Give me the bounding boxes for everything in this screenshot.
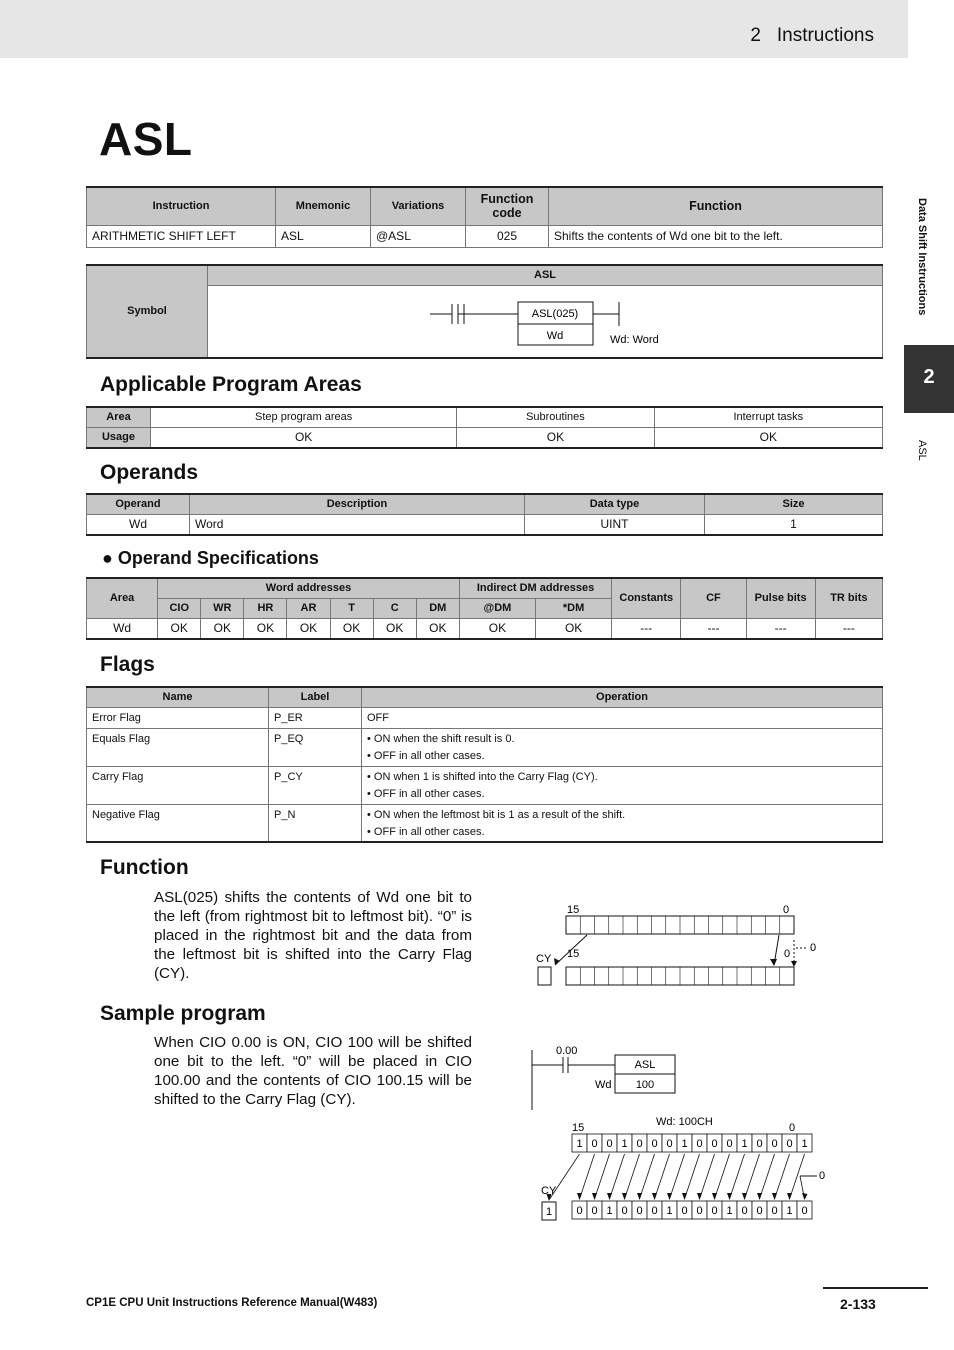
before-bit: 0 bbox=[666, 1138, 673, 1150]
shift-arrow bbox=[745, 1154, 760, 1199]
section-sample-program: Sample program bbox=[100, 1002, 266, 1025]
shift-arrow bbox=[640, 1154, 655, 1199]
shift-arrowhead bbox=[592, 1193, 597, 1200]
shift-arrowhead bbox=[607, 1193, 612, 1200]
symbol-box-name: ASL(025) bbox=[531, 307, 579, 320]
operands-table: Operand Description Data type Size Wd Word UINT 1 bbox=[86, 493, 883, 536]
before-bit: 0 bbox=[696, 1138, 703, 1150]
flag-row: Equals Flag P_EQ • ON when the shift result is 0. • OFF in all other cases. bbox=[87, 728, 883, 766]
sd-instr: ASL bbox=[634, 1059, 656, 1071]
after-bit: 0 bbox=[771, 1205, 778, 1217]
symbol-note: Wd: Word bbox=[610, 333, 659, 346]
shift-arrowhead bbox=[787, 1193, 792, 1200]
before-bit: 1 bbox=[801, 1138, 808, 1150]
after-bit: 0 bbox=[651, 1205, 658, 1217]
sd-bit-lo: 0 bbox=[789, 1122, 796, 1134]
shift-arrowhead bbox=[727, 1193, 732, 1200]
fd-zero: 0 bbox=[810, 942, 817, 954]
section-function: Function bbox=[100, 856, 189, 879]
before-bit: 0 bbox=[786, 1138, 793, 1150]
section-operands: Operands bbox=[100, 461, 199, 484]
shift-arrowhead bbox=[637, 1193, 642, 1200]
side-section-title: Data Shift Instructions bbox=[916, 198, 928, 316]
fd-bit-hi-top: 15 bbox=[567, 904, 580, 916]
function-diagram bbox=[530, 898, 830, 993]
shift-arrow bbox=[730, 1154, 745, 1199]
before-bit: 0 bbox=[606, 1138, 613, 1150]
after-bit: 1 bbox=[666, 1205, 673, 1217]
sd-cy-label: CY bbox=[541, 1185, 557, 1197]
instruction-table: Instruction Mnemonic Variations Function code Function ARITHMETIC SHIFT LEFT ASL @ASL 025 Shifts the contents of Wd one bit to the left. bbox=[86, 186, 883, 248]
ladder-symbol bbox=[208, 285, 883, 358]
symbol-operand: Wd bbox=[546, 329, 564, 342]
shift-arrowhead bbox=[772, 1193, 777, 1200]
sd-bit-hi: 15 bbox=[572, 1122, 585, 1134]
shift-arrowhead bbox=[682, 1193, 687, 1200]
after-bit: 0 bbox=[681, 1205, 688, 1217]
fd-bit-hi-bottom: 15 bbox=[567, 948, 580, 960]
subsection-operand-specs: ● Operand Specifications bbox=[102, 548, 319, 568]
fd-bit-lo-top: 0 bbox=[783, 904, 790, 916]
shift-arrow bbox=[610, 1154, 625, 1199]
fd-bit-lo-bottom: 0 bbox=[784, 948, 791, 960]
flag-row: Carry Flag P_CY • ON when 1 is shifted into the Carry Flag (CY). • OFF in all other cases. bbox=[87, 766, 883, 804]
fd-cy-box bbox=[538, 967, 551, 985]
operand-specs-table: Area Word addresses Indirect DM addresses Constants CF Pulse bits TR bits CIO WR HR AR T C DM @DM *DM Wd OK OK OK OK OK OK OK OK OK --- --- --- --- bbox=[86, 577, 883, 640]
after-bit: 1 bbox=[606, 1205, 613, 1217]
sd-contact-label: 0.00 bbox=[556, 1045, 578, 1057]
before-bit: 1 bbox=[681, 1138, 688, 1150]
after-bit: 0 bbox=[636, 1205, 643, 1217]
shift-arrow bbox=[580, 1154, 595, 1199]
shift-arrow bbox=[655, 1154, 670, 1199]
after-bit: 0 bbox=[801, 1205, 808, 1217]
after-bit: 1 bbox=[726, 1205, 733, 1217]
flags-table: Name Label Operation Error Flag P_ER OFF Equals Flag P_EQ • ON when the shift result is 0. • OFF in all other cases. Carry Flag P_CY • ON when 1 is shifted into the Carry Flag (CY). • OFF in all other cases. Negative Flag P_N • ON when the leftmost bit is 1 as a result of the shift. • OFF in all other cases. bbox=[86, 686, 883, 843]
shift-arrowhead bbox=[742, 1193, 747, 1200]
shift-arrow bbox=[700, 1154, 715, 1199]
shift-arrowhead bbox=[712, 1193, 717, 1200]
shift-arrowhead bbox=[577, 1193, 582, 1200]
areas-table: Area Step program areas Subroutines Interrupt tasks Usage OK OK OK bbox=[86, 406, 883, 449]
flag-row: Negative Flag P_N • ON when the leftmost bit is 1 as a result of the shift. • OFF in all other cases. bbox=[87, 804, 883, 842]
before-bit: 0 bbox=[756, 1138, 763, 1150]
footer-rule bbox=[823, 1287, 928, 1289]
shift-arrow bbox=[685, 1154, 700, 1199]
sd-operand-value: 100 bbox=[635, 1079, 655, 1091]
after-bit: 0 bbox=[756, 1205, 763, 1217]
sd-zero: 0 bbox=[819, 1170, 826, 1182]
symbol-table bbox=[86, 264, 883, 359]
footer-manual: CP1E CPU Unit Instructions Reference Manual(W483) bbox=[86, 1297, 378, 1309]
after-bit: 0 bbox=[576, 1205, 583, 1217]
sample-diagram bbox=[525, 1040, 835, 1230]
shift-arrowhead bbox=[757, 1193, 762, 1200]
shift-arrow bbox=[760, 1154, 775, 1199]
flag-row: Error Flag P_ER OFF bbox=[87, 707, 883, 728]
sample-text: When CIO 0.00 is ON, CIO 100 will be shifted one bit to the left. “0” will be placed in CIO 100.00 and the contents of CIO 100.15 will be shifted to the Carry Flag (CY). bbox=[154, 1034, 472, 1108]
before-bit: 0 bbox=[636, 1138, 643, 1150]
sd-cy-value: 1 bbox=[545, 1206, 553, 1218]
shift-arrowhead bbox=[697, 1193, 702, 1200]
after-bit: 1 bbox=[786, 1205, 793, 1217]
before-bit: 0 bbox=[726, 1138, 733, 1150]
sd-word-label: Wd: 100CH bbox=[656, 1116, 713, 1128]
after-bit: 0 bbox=[741, 1205, 748, 1217]
shift-arrow bbox=[625, 1154, 640, 1199]
page-number: 2-133 bbox=[840, 1296, 876, 1312]
side-instruction-label: ASL bbox=[916, 440, 928, 461]
before-bit: 0 bbox=[711, 1138, 718, 1150]
shift-arrowhead bbox=[652, 1193, 657, 1200]
sd-operand-label: Wd bbox=[595, 1079, 612, 1091]
after-bit: 0 bbox=[621, 1205, 628, 1217]
symbol-label: Symbol bbox=[87, 265, 208, 358]
function-text: ASL(025) shifts the contents of Wd one bit to the left (from rightmost bit to leftmost bit). “0” is placed in the rightmost bit and the data from the leftmost bit is shifted into the Carry Flag (CY). bbox=[154, 889, 472, 982]
before-bit: 0 bbox=[591, 1138, 598, 1150]
before-bit: 0 bbox=[651, 1138, 658, 1150]
before-bit: 0 bbox=[771, 1138, 778, 1150]
shift-arrowhead bbox=[622, 1193, 627, 1200]
shift-arrow bbox=[595, 1154, 610, 1199]
section-flags: Flags bbox=[100, 653, 155, 676]
bullet-dot: ● bbox=[102, 548, 113, 568]
before-bit: 1 bbox=[576, 1138, 583, 1150]
fd-cy-label: CY bbox=[536, 953, 552, 965]
shift-arrowhead bbox=[667, 1193, 672, 1200]
shift-arrow bbox=[670, 1154, 685, 1199]
shift-arrow bbox=[715, 1154, 730, 1199]
section-applicable-areas: Applicable Program Areas bbox=[100, 373, 362, 396]
chapter-header: 2 Instructions bbox=[750, 25, 874, 46]
before-bit: 1 bbox=[741, 1138, 748, 1150]
side-chapter-tab[interactable]: 2 bbox=[904, 345, 954, 413]
shift-arrow bbox=[775, 1154, 790, 1199]
before-bit: 1 bbox=[621, 1138, 628, 1150]
zero-arrowhead bbox=[802, 1193, 808, 1200]
after-bit: 0 bbox=[591, 1205, 598, 1217]
page-title: ASL bbox=[99, 113, 193, 165]
after-bit: 0 bbox=[711, 1205, 718, 1217]
after-bit: 0 bbox=[696, 1205, 703, 1217]
symbol-header: ASL bbox=[208, 265, 883, 285]
